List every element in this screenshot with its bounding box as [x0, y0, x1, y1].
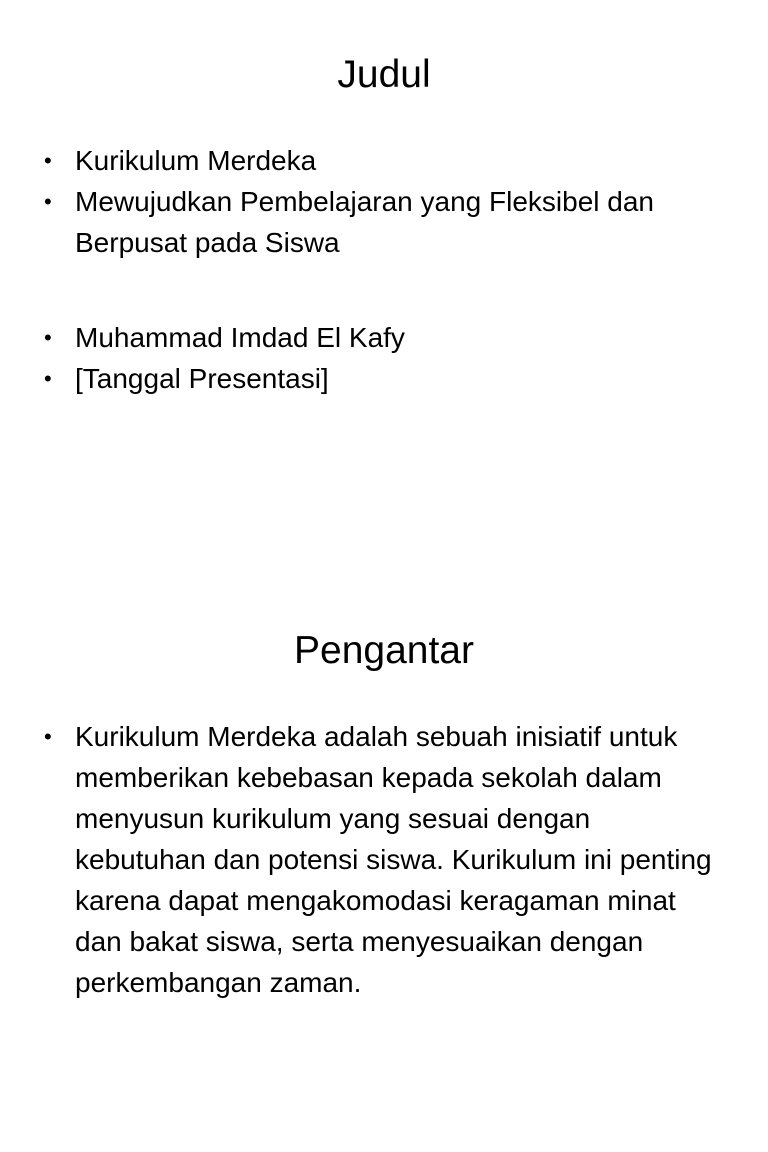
slide-title: Judul	[337, 53, 431, 96]
bullet-text: Mewujudkan Pembelajaran yang Fleksibel dan Berpusat pada Siswa	[75, 186, 655, 258]
slide-title: Pengantar	[294, 629, 474, 672]
bullet-item	[0, 716, 768, 1003]
bullet-item	[0, 317, 768, 358]
bullet-text: Kurikulum Merdeka adalah sebuah inisiatif untuk memberikan kebebasan kepada sekolah dalam menyusun kurikulum yang sesuai dengan kebutuhan dan potensi siswa. Kurikulum ini penting karena dapat mengakomodasi keragaman minat dan bakat siswa, serta menyesuaikan dengan perkembangan zaman.	[75, 721, 712, 998]
bullet-icon: •	[44, 366, 52, 391]
bullet-icon: •	[44, 325, 52, 350]
bullet-item	[0, 358, 768, 399]
bullet-icon: •	[44, 724, 52, 749]
bullet-item	[0, 140, 768, 181]
bullet-list	[0, 140, 768, 399]
bullet-list	[0, 716, 768, 1003]
bullet-text: Muhammad Imdad El Kafy	[75, 322, 405, 353]
bullet-icon: •	[44, 148, 52, 173]
bullet-item	[0, 181, 768, 263]
bullet-text: [Tanggal Presentasi]	[75, 363, 329, 394]
bullet-icon: •	[44, 189, 52, 214]
slide-pengantar	[0, 576, 768, 1152]
bullet-text: Kurikulum Merdeka	[75, 145, 317, 176]
